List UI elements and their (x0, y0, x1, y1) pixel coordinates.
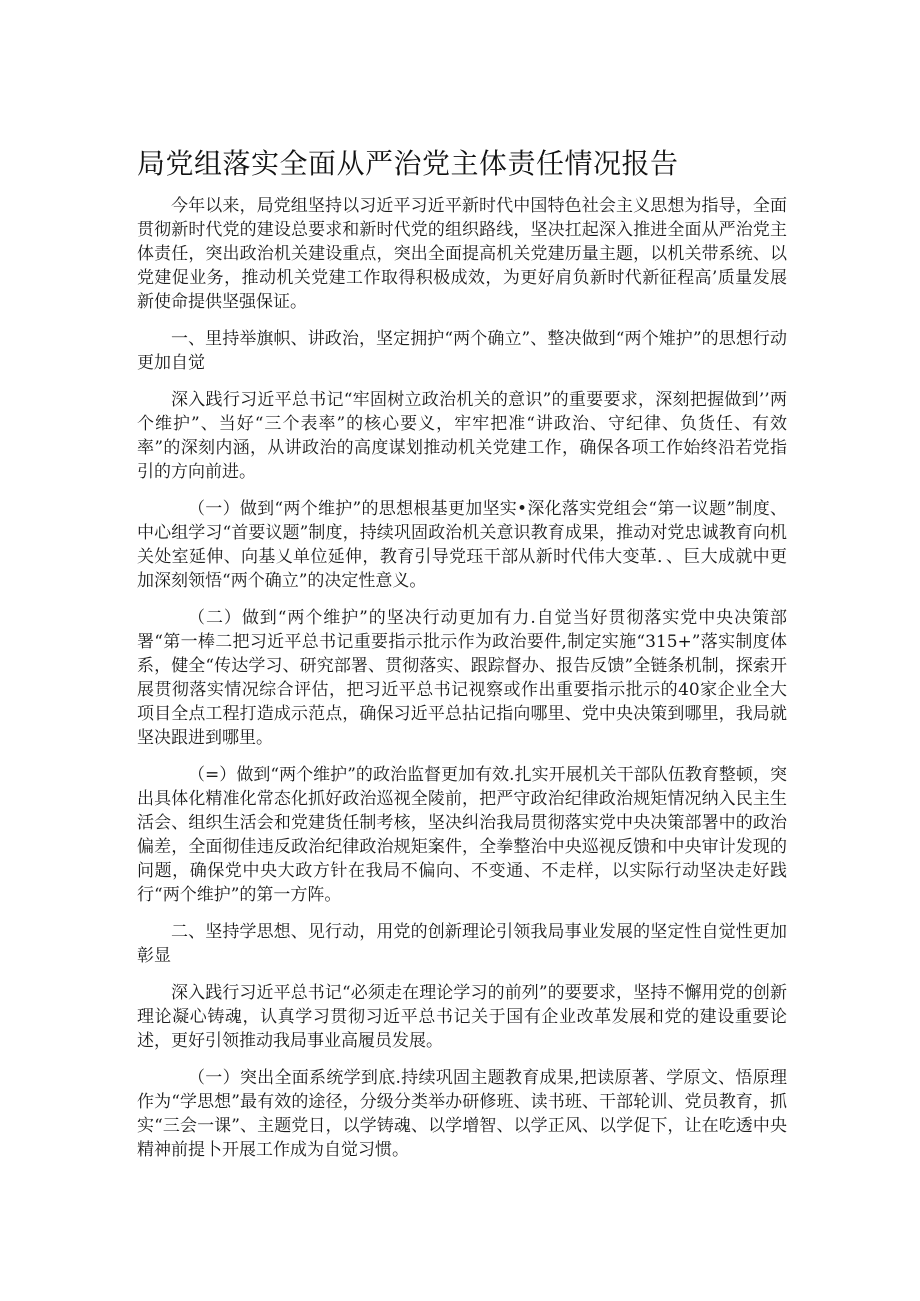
document-body (137, 194, 787, 1175)
paragraph-section-2-intro: 深入践行习近平总书记“必须走在理论学习的前列”的要要求，坚持不懈用党的创新理论凝心铸魂，认真学习贯彻习近平总书记关于国有企业改革发展和党的建设重要论述，更好引领推动我局事业高履员发展。 (137, 983, 787, 1051)
paragraph-subsection-1-3: （=）做到“两个维护”的政治监督更加有效.扎实开展机关干部队伍教育整顿，突出具体化精准化常态化抓好政治巡视全陵前，把严守政治纪律政治规矩情况纳入民主生活会、组织生活会和党建货任制考核，坚决纠治我局贯彻落实党中央决策部署中的政治偏差，全面彻佳违反政治纪律政治规矩案件，全拳整治中央巡视反馈和中央审计发现的问题，确保党中央大政方针在我局不偏向、不变通、不走样，以实际行动坚决走好践行“两个维护”的第一方阵。 (137, 765, 787, 905)
section-heading-1: 一、里持举旗帜、讲政治，坚定拥护“两个确立”、整决做到“两个雉护”的思想行动更加自觉 (137, 329, 787, 373)
document-title: 局党组落实全面从严治党主体责任情况报告 (137, 147, 679, 180)
paragraph-subsection-1-1: （一）做到“两个维护”的思想根基更加坚实•深化落实党组会“第一议题”制度、中心组学习“首要议题”制度，持续巩固政治机关意识教育成果，推动对党忠诚教育向机关处室延伸、向基乂单位延伸，教育引导党珏干部从新时代伟大变革．、巨大成就中更加深刻领悟“两个确立”的决定性意义。 (137, 499, 787, 591)
paragraph-subsection-1-2: （二）做到“两个维护”的坚决行动更加有力.自觉当好贯彻落实党中央决策部署“第一棒二把习近平总书记重要指示批示作为政治要件,制定实施“315+”落实制度体系，健全“传达学习、研究部署、贯彻落实、跟踪督办、报告反馈”全链条机制，探索开展贯彻落实情况综合评估，把习近平总书记视察或作出重要指示批示的40家企业全大项目全点工程打造成示范点，确保习近平总拈记指向哪里、党中央决策到哪里，我局就坚决跟进到哪里。 (137, 608, 787, 748)
paragraph-intro: 今年以来，局党组坚持以习近平习近平新时代中国特色社会主义思想为指导，全面贯彻新时代党的建设总要求和新时代党的组织路线，坚决扛起深入推进全面从严治党主体责任，突出政治机关建设重点，突出全面提高机关党建历量主题，以机关带系统、以党建促业务，推动机关党建工作取得积极成效，为更好肩负新时代新征程高’质量发展新使命提供坚强保证。 (137, 196, 787, 312)
paragraph-section-1-intro: 深入践行习近平总书记“牢固树立政治机关的意识”的重要要求，深刻把握做到’’两个维护”、当好“三个表率”的核心要义，牢牢把准“讲政治、守纪律、负货任、有效率”的深刻内涵，从讲政治的高度谋划推动机关党建工作，确保各项工作始终沿若党指引的方向前进。 (137, 390, 787, 482)
section-heading-2: 二、坚持学思想、见行动，用党的创新理论引领我局事业发展的坚定性自觉性更加彰显 (137, 922, 787, 966)
paragraph-subsection-2-1: （一）突出全面系统学到底.持续巩固主题教育成果,把读原著、学原文、悟原理作为“学思想”最有效的途径，分级分类举办研修班、读书班、干部轮训、党员教育，抓实“三会一课”、主题党日，以学铸魂、以学增智、以学正风、以学促下，让在吃透中央精神前提卜开展工作成为自觉习惯。 (137, 1068, 787, 1160)
